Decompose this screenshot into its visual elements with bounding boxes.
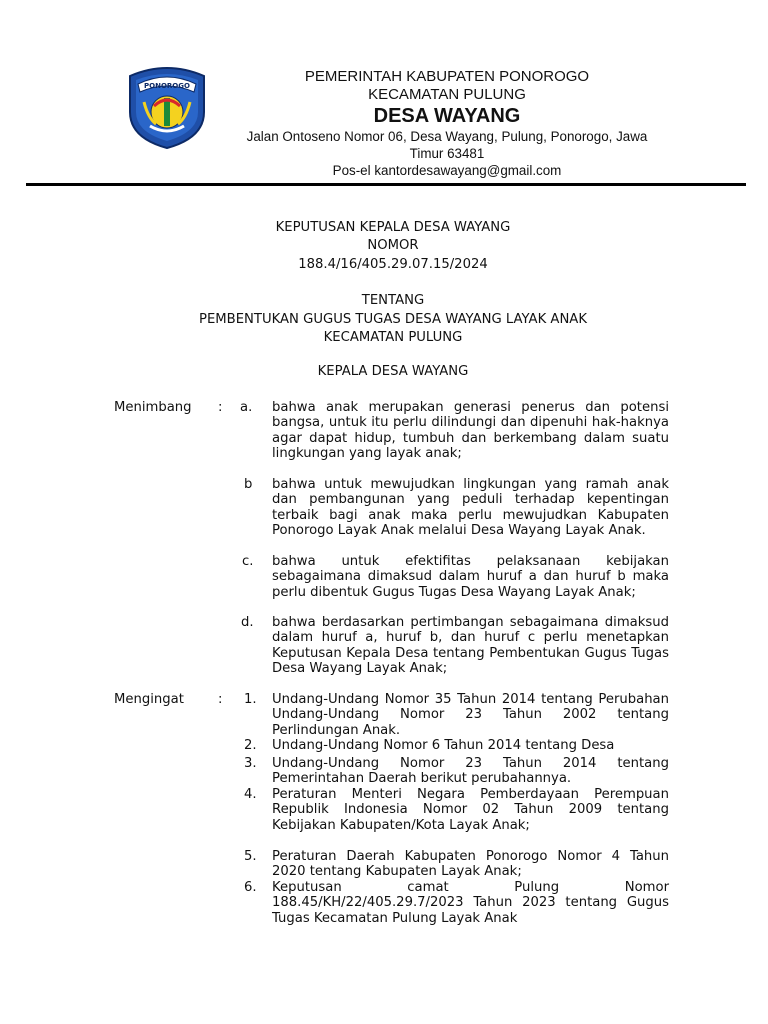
address-line-1: Jalan Ontoseno Nomor 06, Desa Wayang, Pulung, Ponorogo, Jawa [246,129,648,144]
mengingat-mark-3: 3. [244,756,257,771]
decree-subject-line-1: PEMBENTUKAN GUGUS TUGAS DESA WAYANG LAYAK ANAK [199,312,587,327]
menimbang-mark-b: b [244,477,253,492]
mengingat-item-3: Undang-Undang Nomor 23 Tahun 2014 tentang Pemerintahan Daerah berikut perubahannya. [272,756,669,787]
government-name: PEMERINTAH KABUPATEN PONOROGO [304,68,590,85]
about-label: TENTANG [361,293,425,308]
district-name: KECAMATAN PULUNG [368,86,526,103]
decree-number: 188.4/16/405.29.07.15/2024 [298,257,488,272]
mengingat-item-4: Peraturan Menteri Negara Pemberdayaan Perempuan Republik Indonesia Nomor 02 Tahun 2009 tentang Kebijakan Kabupaten/Kota Layak Anak; [272,787,669,833]
ponorogo-regency-emblem [124,62,210,150]
menimbang-item-b: bahwa untuk mewujudkan lingkungan yang ramah anak dan pembangunan yang peduli terhadap kepentingan terbaik bagi anak maka perlu mewujudkan Kabupaten Ponorogo Layak Anak melalui Desa Wayang Layak Anak. [272,477,669,539]
village-name: DESA WAYANG [373,105,521,127]
decree-number-label: NOMOR [367,238,419,253]
mengingat-mark-6: 6. [244,880,257,895]
menimbang-mark-c: c. [242,554,254,569]
address-line-2: Timur 63481 [409,146,485,161]
svg-text:PONOROGO: PONOROGO [144,82,190,90]
mengingat-mark-5: 5. [244,849,257,864]
mengingat-mark-4: 4. [244,787,257,802]
letterhead [212,68,682,179]
mengingat-item-2: Undang-Undang Nomor 6 Tahun 2014 tentang Desa [272,738,615,753]
email-line: Pos-el kantordesawayang@gmail.com [332,163,562,178]
mengingat-label: Mengingat [114,692,184,707]
mengingat-item-6: Keputusan camat Pulung Nomor 188.45/KH/22/405.29.7/2023 Tahun 2023 tentang Gugus Tugas Kecamatan Pulung Layak Anak [272,880,669,926]
menimbang-mark-a: a. [240,400,253,415]
mengingat-colon: : [218,692,223,707]
mengingat-item-5: Peraturan Daerah Kabupaten Ponorogo Nomor 4 Tahun 2020 tentang Kabupaten Layak Anak; [272,849,669,880]
menimbang-label: Menimbang [114,400,192,415]
issuer-title: KEPALA DESA WAYANG [317,364,469,379]
menimbang-colon: : [218,400,223,415]
menimbang-mark-d: d. [241,615,254,630]
mengingat-mark-2: 2. [244,738,257,753]
menimbang-item-d: bahwa berdasarkan pertimbangan sebagaimana dimaksud dalam huruf a, huruf b, dan huruf c perlu menetapkan Keputusan Kepala Desa tentang Pembentukan Gugus Tugas Desa Wayang Layak Anak; [272,615,669,677]
mengingat-item-1: Undang-Undang Nomor 35 Tahun 2014 tentang Perubahan Undang-Undang Nomor 23 Tahun 2002 tentang Perlindungan Anak. [272,692,669,738]
mengingat-mark-1: 1. [244,692,257,707]
menimbang-item-a: bahwa anak merupakan generasi penerus dan potensi bangsa, untuk itu perlu dilindungi dan dipenuhi hak-haknya agar dapat hidup, tumbuh dan berkembang dalam suatu lingkungan yang layak anak; [272,400,669,462]
decree-title: KEPUTUSAN KEPALA DESA WAYANG [275,220,511,235]
menimbang-item-c: bahwa untuk efektifitas pelaksanaan kebijakan sebagaimana dimaksud dalam huruf a dan huruf b maka perlu dibentuk Gugus Tugas Desa Wayang Layak Anak; [272,554,669,600]
letterhead-divider [26,183,746,186]
decree-subject-line-2: KECAMATAN PULUNG [323,330,463,345]
